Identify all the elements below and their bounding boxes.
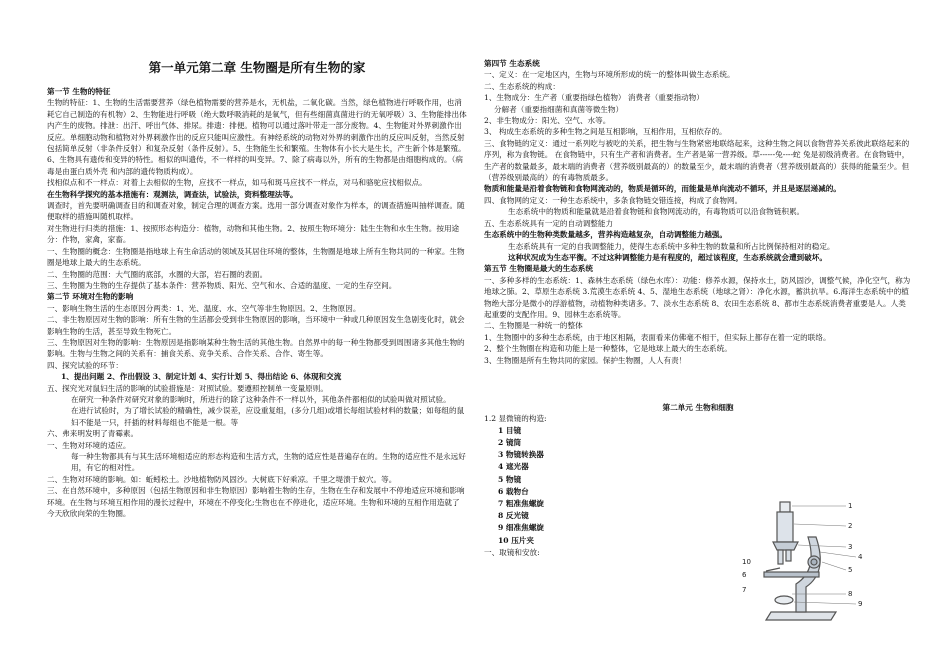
biosphere-definition: 一、生物圈的概念：生物圈是指地球上有生命活动的领域及其居住环境的整体，生物圈是地球上所有生物共同的一种家。生物圈是地球上最大的生态系统。 (47, 246, 465, 268)
biosphere-point-2: 2、整个生物圈在构造和功能上是一种整体，它是地球上最大的生态系统。 (484, 344, 732, 354)
env-item-3: 三、生物原因对生物的影响：生物原因是指影响某种生物生活的其他生物。自然界中的每一种生物都受到周围诸多其他生物的影响。生物与生物之间的关系有：捕食关系、竞争关系、合作关系、合作、寄生等。 (47, 337, 465, 359)
eco-interdependence: 3、 构成生态系统的多种生物之间是互相影响，互相作用，互相依存的。 (484, 127, 727, 137)
similarity-paragraph: 找相似点和不一样点：对着上去相似的生物，应找不一样点，如马和斑马应找不一样点，对马和骆驼应找相似点。 (47, 178, 427, 188)
adapt-item-1a: 每一种生物都具有与其生活环境相适应的形态构造和生活方式，生物的适应性是普遍存在的。生物的适应性不是永远好用，有它的相对性。 (71, 452, 466, 473)
biosphere-conditions: 三、生物圈为生物的生存提供了基本条件：营养物质、阳光、空气和水、合适的温度、一定的生存空间。 (47, 280, 397, 290)
eco-abiotic: 2、非生物成分：阳光、空气、水等。 (484, 116, 611, 126)
energy-flow: 物质和能量是沿着食物链和食物网流动的，物质是循环的，而能量是单向流动不循环，并且是逐层递减的。 (484, 184, 841, 194)
label-3: 3 (848, 543, 853, 551)
section-5-heading: 第五节 生物圈是最大的生态系统 (484, 264, 593, 274)
part-item: 8 反光镜 (498, 511, 529, 521)
label-8: 8 (848, 590, 853, 598)
eco-decomposers: 分解者（重要指细菌和真菌等微生物） (494, 104, 624, 114)
features-paragraph: 生物的特征：1、生物的生活需要营养（绿色植物需要的营养是水，无机盐，二氧化碳。当然，绿色植物进行呼吸作用，也消耗它自己制造的有机物）2、生物能进行呼吸（绝大数呼吸消耗的是氧气，但有些细菌真菌进行的无氧呼吸）3、生物能排出体内产生的废物。排泄：出汗、呼出气体、排尿。排遗：排便。植物可以通过落叶带走一部分废物。4、生物能对外界刺激作出反应。单细胞动物和植物对外界刺激作出的反应只能叫应激性。有神经系统的动物对外界的刺激作出的反应叫反射，当然反射包括简单反射（非条件反射）和复杂反射（条件反射）。5、生物能生长和繁殖。生物体有小长大是生长，产生新个体是繁殖。6、生物具有遗传和变异的特性。相似的叫遗传，不一样样的叫变异。7、除了病毒以外，所有的生物都是由细胞构成的。（病毒是由蛋白质外壳 和内部的遗传物质构成）。 (47, 98, 467, 176)
right-column (484, 12, 912, 608)
part-item: 3 物镜转换器 (498, 450, 544, 460)
env-item-6: 六、弗来明发明了青霉素。 (47, 429, 139, 439)
label-2: 2 (848, 522, 853, 530)
label-6: 6 (742, 571, 747, 579)
eco-composition: 二、生态系统的构成： (484, 81, 560, 91)
part-item: 10 压片夹 (498, 535, 534, 545)
page-title: 第一单元第二章 生物圈是所有生物的家 (148, 60, 366, 75)
self-regulation-note: 生态系统中的生物种类数量越多，营养构造越复杂，自动调整能力越强。 (484, 230, 727, 240)
classify-paragraph: 对生物进行归类的措施：1、按照形态构造分：植物，动物和其他生物。2、按照生物环境分：陆生生物和水生生物。按用途分：作物，家禽，家畜。 (47, 223, 460, 245)
eco-bio-components: 1、生物成分：生产者（重要指绿色植物） 消费者（重要指动物） (484, 93, 704, 103)
part-item: 6 载物台 (498, 486, 529, 496)
part-item: 1 目镜 (498, 425, 522, 435)
ecosystem-types: 一、多种多样的生态系统：1、森林生态系统（绿色水库）：功能：修养水源，保持水土，防风固沙，调整气候，净化空气，称为地球之肺。2、草原生态系统 3.荒漠生态系统 4、5、湿地生态系统（地球之肾）：净化水源，蓄洪抗旱。6.海洋生态系统中的植物绝大部分是微小的浮游植物，动植物种类诸多。7、淡水生态系统 8、农田生态系统 8、都市生态系统消费者重要是人。人类起重要的支配作用。9、园林生态系统等。 (484, 275, 911, 319)
env-item-1: 一、影响生物生活的生态原因分两类：1、光、温度、水、空气等非生物原因。2、生物原因。 (47, 303, 361, 313)
part-item: 7 粗准焦螺旋 (498, 499, 544, 508)
methods-paragraph: 在生物科学探究的基本措施有：观测法，调查法，试验法，资料整理法等。 (47, 189, 298, 199)
section-1-heading: 第一节 生物的特征 (47, 87, 111, 96)
env-item-2: 二、非生物原因对生物的影响：所有生物的生活都会受到非生物原因的影响，当环境中一种或几种原因发生急剧变化时，就会影响生物的生活，甚至导致生物死亡。 (47, 315, 465, 336)
balance-note: 生态系统具有一定的自我调整能力，使得生态系统中多种生物的数量和所占比例保持相对的稳定。 (508, 241, 835, 251)
survey-paragraph: 调查时，首先要明确调查目的和调查对象，制定合理的调查方案。选用一部分调查对象作为样本，的调查措施叫抽样调查。随便取样的措施叫随机取样。 (47, 201, 465, 222)
adapt-item-3: 三、在自然环境中，多种原因（包括生物原因和非生物原因）影响着生物的生存，生物在生存和发展中不停地适应环境和影响环境。在生物与环境互相作用的漫长过程中，环境在不停变化;生物也在不停进化，适应环境。生物和环境的互相作用造就了今天欣欣向荣的生物圈。 (47, 486, 465, 519)
microscope-illustration (736, 492, 896, 632)
label-5: 5 (848, 566, 853, 574)
label-10: 10 (742, 558, 751, 566)
section-2-heading: 第二节 环境对生物的影响 (47, 292, 134, 302)
adapt-item-1: 一、生物对环境的适应。 (47, 440, 131, 450)
inquiry-steps: 1、提出问题 2、作出假设 3、制定计划 4、实行计划 5、得出结论 6、体现和交流 (61, 372, 342, 382)
left-column (47, 12, 467, 519)
biosphere-range: 二、生物圈的范围：大气圈的底部，水圈的大部，岩石圈的表面。 (47, 269, 268, 279)
food-web-def: 四、食物网的定义：一种生态系统中，多条食物链交错连接，构成了食物网。 (484, 195, 743, 205)
part-item: 5 物镜 (498, 474, 522, 484)
part-item: 2 镜筒 (498, 437, 522, 447)
biosphere-point-3: 3、生物圈是所有生物共同的家园。保护生物圈，人人有责！ (484, 355, 687, 365)
unit-2-heading: 第二单元 生物和细胞 (662, 402, 734, 412)
env-item-5: 五、探究光对鼠妇生活的影响的试验措施是：对照试验。要遵照控制单一变量原则。 (47, 383, 328, 393)
label-7: 7 (742, 586, 747, 594)
part-item: 9 细准焦螺旋 (498, 523, 544, 533)
env-item-5b: 在进行试验时，为了增长试验的精确性，减少误差，应设重复组，(多分几组)或增长每组试验材料的数量；如每组的鼠妇不能是一只，扦插的材料每组也不能是一根。等 (71, 406, 465, 427)
label-9: 9 (858, 600, 863, 608)
microscope-usage-heading: 一、取镜和安放: (484, 547, 540, 557)
env-item-5a: 在研究一种条件对研究对象的影响时，所进行的除了这种条件不一样以外，其他条件都相似的试验叫做对照试验。 (71, 394, 451, 404)
biosphere-whole: 二、生物圈是一种统一的整体 (484, 321, 583, 331)
microscope-intro: 1.2 显微镜的构造: (484, 414, 547, 424)
self-regulation: 五、生态系统具有一定的自动调整能力 (484, 218, 614, 228)
label-4: 4 (858, 553, 863, 561)
part-item: 4 遮光器 (498, 462, 529, 472)
balance-limit: 这种状况成为生态平衡。不过这种调整能力是有程度的，超过该程度，生态系统就会遭到破坏。 (508, 252, 827, 262)
adapt-item-2: 二、生物对环境的影响。如：蚯蚓松土。沙地植物防风固沙。大树底下好乘凉。千里之堤溃于蚁穴。等。 (47, 474, 397, 484)
biosphere-point-1: 1、生物圈中的多种生态系统，由于地区相隔，表面看来仿佛毫不相干，但实际上都存在着一定的联络。 (484, 332, 831, 342)
food-chain-def: 三、食物链的定义：通过一系列吃与被吃的关系，把生物与生物紧密地联络起来，这种生物之间以食物营养关系彼此联络起来的序列，称为食物链。 在食物链中，只有生产者和消费者。生产者是第一营养级。草------兔----蛇 兔是初级消费者。在食物链中，生产者的数量最多，最末端的消费者（营养级别最高的）的数量至少，最末端的消费者（营养级别最高的）获得的能量至少。但（营养级别最高的）的有毒物质最多。 (484, 138, 910, 183)
food-web-note: 生态系统中的物质和能量就是沿着食物链和食物网流动的，有毒物质可以沿食物链积累。 (508, 207, 805, 217)
section-4-heading: 第四节 生态系统 (484, 59, 540, 68)
label-1: 1 (848, 502, 853, 510)
eco-def: 一、定义：在一定地区内，生物与环境所形成的统一的整体叫做生态系统。 (484, 70, 735, 80)
env-item-4: 四、探究试验的环节： (47, 360, 123, 370)
